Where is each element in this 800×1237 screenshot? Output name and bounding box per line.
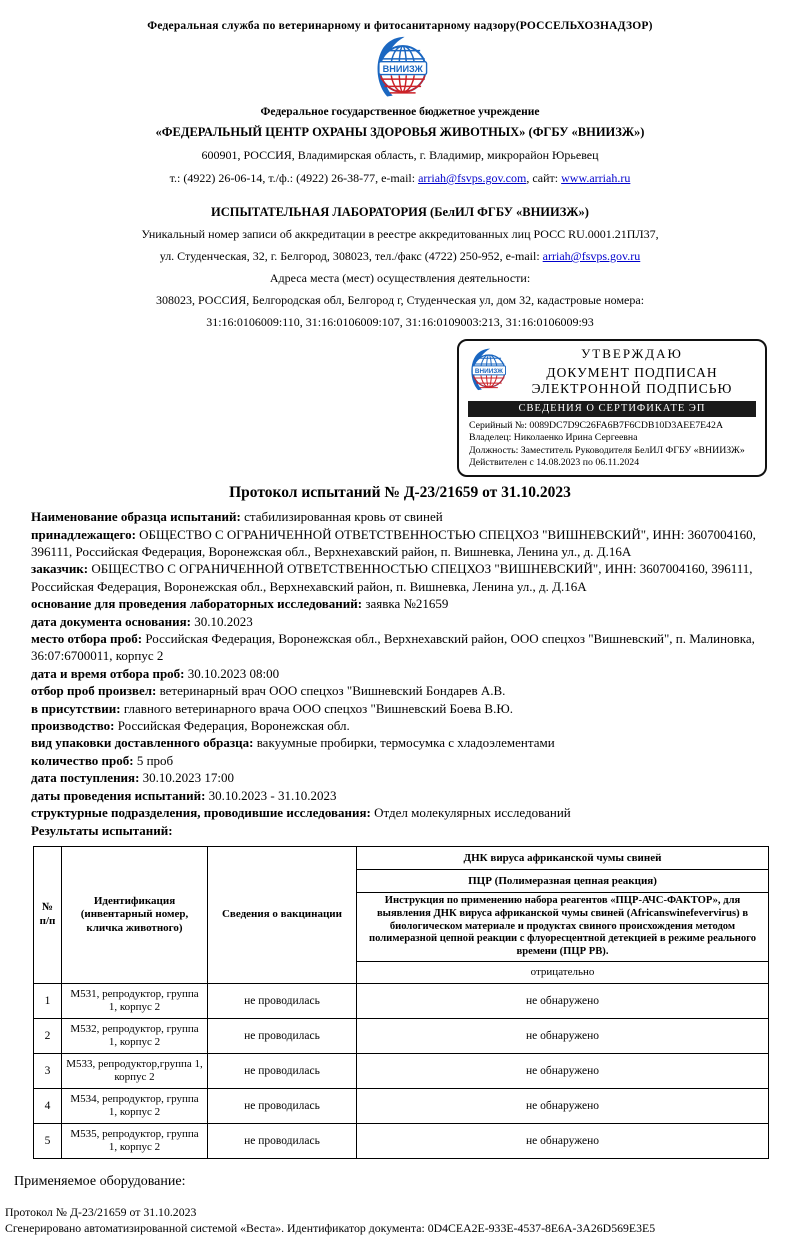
row-identification: М533, репродуктор,группа 1, корпус 2 (62, 1053, 208, 1088)
field-label: отбор проб произвел: (31, 683, 157, 699)
field-production (31, 717, 772, 734)
row-vaccination: не проводилась (208, 1088, 357, 1123)
row-result: не обнаружено (357, 1123, 769, 1158)
institution-contacts (0, 171, 800, 186)
row-result: не обнаружено (357, 1018, 769, 1053)
laboratory-address-text: ул. Студенческая, 32, г. Белгород, 308023, тел./факс (4722) 250-952, e-mail: (159, 249, 543, 263)
laboratory-accreditation: Уникальный номер записи об аккредитации в реестре аккредитованных лиц РОСС RU.0001.21ПЛ37, (141, 227, 659, 241)
row-identification: М534, репродуктор, группа 1, корпус 2 (62, 1088, 208, 1123)
col-header-num: № п/п (34, 846, 62, 983)
field-label: даты проведения испытаний: (31, 787, 206, 803)
field-label: дата документа основания: (31, 613, 191, 629)
field-value: главного ветеринарного врача ООО спецхоз "Вишневский Боева В.Ю. (123, 700, 513, 716)
method-instruction: Инструкция по применению набора реагентов «ПЦР-АЧС-ФАКТОР», для выявления ДНК вируса африканской чумы свиней (Africanswinefevervirus) в биологическом материале и продуктах свиного происхождения методом полимеразной цепной реакции с флуоресцентной детекцией в режиме реального времени (ПЦР РВ). (357, 892, 769, 961)
row-num: 1 (34, 983, 62, 1018)
generated-footer (5, 1204, 800, 1237)
field-basis (31, 595, 772, 612)
institution-address: 600901, РОССИЯ, Владимирская область, г. Владимир, микрорайон Юрьевец (201, 148, 599, 162)
table-row (34, 1088, 769, 1123)
field-label: количество проб: (31, 752, 134, 768)
col-header-vaccination: Сведения о вакцинации (208, 846, 357, 983)
col-header-identification: Идентификация (инвентарный номер, кличка животного) (62, 846, 208, 983)
laboratory-email-link[interactable]: arriah@fsvps.gov.ru (542, 249, 641, 263)
stamp-logo-icon (467, 348, 507, 394)
field-value: Российская Федерация, Воронежская обл., Верхнехавский район, ООО спецхоз "Вишневский", п. Малиновка, 36:07:6700011, корпус 2 (31, 631, 755, 664)
certificate-validity: Действителен с 14.08.2023 по 06.11.2024 (469, 456, 640, 468)
row-vaccination: не проводилась (208, 983, 357, 1018)
table-row (34, 1053, 769, 1088)
field-label: дата и время отбора проб: (31, 665, 185, 681)
signed-line-1: ДОКУМЕНТ ПОДПИСАН (546, 365, 718, 380)
row-vaccination: не проводилась (208, 1053, 357, 1088)
certificate-serial: Серийный №: 0089DC7D9C26FA6B7F6CDB10D3AEE7E42A (469, 420, 724, 431)
field-basis-date (31, 613, 772, 630)
field-value: 5 проб (136, 752, 174, 768)
table-row (34, 1018, 769, 1053)
table-row (34, 983, 769, 1018)
digital-signature-stamp (457, 339, 767, 477)
protocol-fields (31, 508, 772, 839)
field-packaging (31, 734, 772, 751)
row-identification: М535, репродуктор, группа 1, корпус 2 (62, 1123, 208, 1158)
stamp-logo-text: ВНИИЗЖ (474, 367, 503, 375)
results-table (33, 846, 769, 1159)
contact-middle: , сайт: (526, 171, 562, 185)
field-label: основание для проведения лабораторных исследований: (31, 596, 363, 612)
activity-address: 308023, РОССИЯ, Белгородская обл, Белгород г, Студенческая ул, дом 32, кадастровые номера: (155, 293, 645, 307)
field-sample-name (31, 508, 772, 525)
table-row (34, 1123, 769, 1158)
field-owner (31, 526, 772, 561)
certificate-header-bar: СВЕДЕНИЯ О СЕРТИФИКАТЕ ЭП (468, 401, 756, 417)
field-value: ОБЩЕСТВО С ОГРАНИЧЕННОЙ ОТВЕТСТВЕННОСТЬЮ СПЕЦХОЗ "ВИШНЕВСКИЙ", ИНН: 3607004160, 396111, Российская Федерация, Воронежская обл., Верхнехавский район, п. Вишневка, Ленина ул., д. Д.16А (31, 526, 756, 559)
cadastral-numbers: 31:16:0106009:110, 31:16:0106009:107, 31:16:0109003:213, 31:16:0106009:93 (206, 315, 594, 329)
stamp-row (0, 339, 800, 477)
signed-line-2: ЭЛЕКТРОННОЙ ПОДПИСЬЮ (531, 381, 733, 396)
approve-label: УТВЕРЖДАЮ (581, 346, 683, 361)
document-header (0, 0, 800, 186)
test-method-header: ПЦР (Полимеразная цепная реакция) (357, 869, 769, 892)
field-departments (31, 804, 772, 821)
field-label: производство: (31, 718, 115, 734)
field-sampling-datetime (31, 665, 772, 682)
protocol-title: Протокол испытаний № Д-23/21659 от 31.10.2023 (229, 484, 571, 502)
contact-prefix: т.: (4922) 26-06-14, т./ф.: (4922) 26-38-77, e-mail: (169, 171, 419, 185)
field-value: стабилизированная кровь от свиней (244, 509, 443, 525)
field-value: Отдел молекулярных исследований (374, 805, 571, 821)
row-vaccination: не проводилась (208, 1018, 357, 1053)
row-num: 2 (34, 1018, 62, 1053)
agency-name: Федеральная служба по ветеринарному и фитосанитарному надзору(РОССЕЛЬХОЗНАДЗОР) (147, 20, 653, 32)
logo-text: ВНИИЗЖ (382, 63, 423, 74)
website-link[interactable]: www.arriah.ru (561, 171, 631, 185)
row-identification: М531, репродуктор, группа 1, корпус 2 (62, 983, 208, 1018)
results-label: Результаты испытаний: (31, 822, 173, 838)
field-label: принадлежащего: (31, 526, 136, 542)
activity-heading: Адреса места (мест) осуществления деятельности: (269, 271, 531, 285)
field-label: заказчик: (31, 561, 89, 577)
field-sampling-place (31, 630, 772, 665)
field-label: структурные подразделения, проводившие исследования: (31, 805, 371, 821)
institution-name: «ФЕДЕРАЛЬНЫЙ ЦЕНТР ОХРАНЫ ЗДОРОВЬЯ ЖИВОТНЫХ» (ФГБУ «ВНИИЗЖ») (155, 125, 645, 139)
field-value: 30.10.2023 08:00 (187, 665, 280, 681)
field-value: 30.10.2023 17:00 (142, 770, 235, 786)
footer-generated-by: Сгенерировано автоматизированной системой «Веста». Идентификатор документа: 0D4CEA2E-933E-4537-8E6A-3A26D569E3E5 (5, 1221, 656, 1236)
field-value: ветеринарный врач ООО спецхоз "Вишневский Бондарев А.В. (159, 683, 506, 699)
field-value: Российская Федерация, Воронежская обл. (117, 718, 350, 734)
field-receipt-date (31, 769, 772, 786)
field-label: Наименование образца испытаний: (31, 509, 241, 525)
field-value: ОБЩЕСТВО С ОГРАНИЧЕННОЙ ОТВЕТСТВЕННОСТЬЮ СПЕЦХОЗ "ВИШНЕВСКИЙ", ИНН: 3607004160, 396111, Российская Федерация, Воронежская обл., Верхнехавский район, п. Вишневка, Ленина ул., д. Д.16А (31, 561, 753, 594)
laboratory-title: ИСПЫТАТЕЛЬНАЯ ЛАБОРАТОРИЯ (БелИЛ ФГБУ «ВНИИЗЖ») (211, 205, 589, 219)
field-label: место отбора проб: (31, 631, 143, 647)
row-result: не обнаружено (357, 1088, 769, 1123)
field-value: 30.10.2023 - 31.10.2023 (208, 787, 337, 803)
test-name-header: ДНК вируса африканской чумы свиней (357, 846, 769, 869)
field-value: вакуумные пробирки, термосумка с хладоэлементами (256, 735, 555, 751)
field-customer (31, 560, 772, 595)
vniizh-logo-icon (372, 36, 428, 102)
field-sampled-by (31, 682, 772, 699)
row-result: не обнаружено (357, 1053, 769, 1088)
field-label: в присутствии: (31, 700, 121, 716)
certificate-owner: Владелец: Николаенко Ирина Сергеевна (469, 432, 638, 444)
row-result: не обнаружено (357, 983, 769, 1018)
laboratory-block (0, 205, 800, 330)
row-num: 3 (34, 1053, 62, 1088)
row-vaccination: не проводилась (208, 1123, 357, 1158)
row-identification: М532, репродуктор, группа 1, корпус 2 (62, 1018, 208, 1053)
field-value: 30.10.2023 (194, 613, 253, 629)
institution-type: Федеральное государственное бюджетное учреждение (260, 106, 540, 118)
field-sample-count (31, 752, 772, 769)
row-num: 5 (34, 1123, 62, 1158)
field-label: дата поступления: (31, 770, 140, 786)
field-value: заявка №21659 (365, 596, 449, 612)
equipment-label: Применяемое оборудование: (14, 1173, 186, 1189)
norm-value: отрицательно (357, 961, 769, 983)
email-link[interactable]: arriah@fsvps.gov.com (418, 171, 527, 185)
field-witness (31, 700, 772, 717)
field-test-dates (31, 787, 772, 804)
certificate-position: Должность: Заместитель Руководителя БелИЛ ФГБУ «ВНИИЗЖ» (469, 444, 745, 456)
row-num: 4 (34, 1088, 62, 1123)
laboratory-address (0, 249, 800, 264)
field-label: вид упаковки доставленного образца: (31, 735, 254, 751)
footer-protocol-number: Протокол № Д-23/21659 от 31.10.2023 (5, 1204, 197, 1219)
